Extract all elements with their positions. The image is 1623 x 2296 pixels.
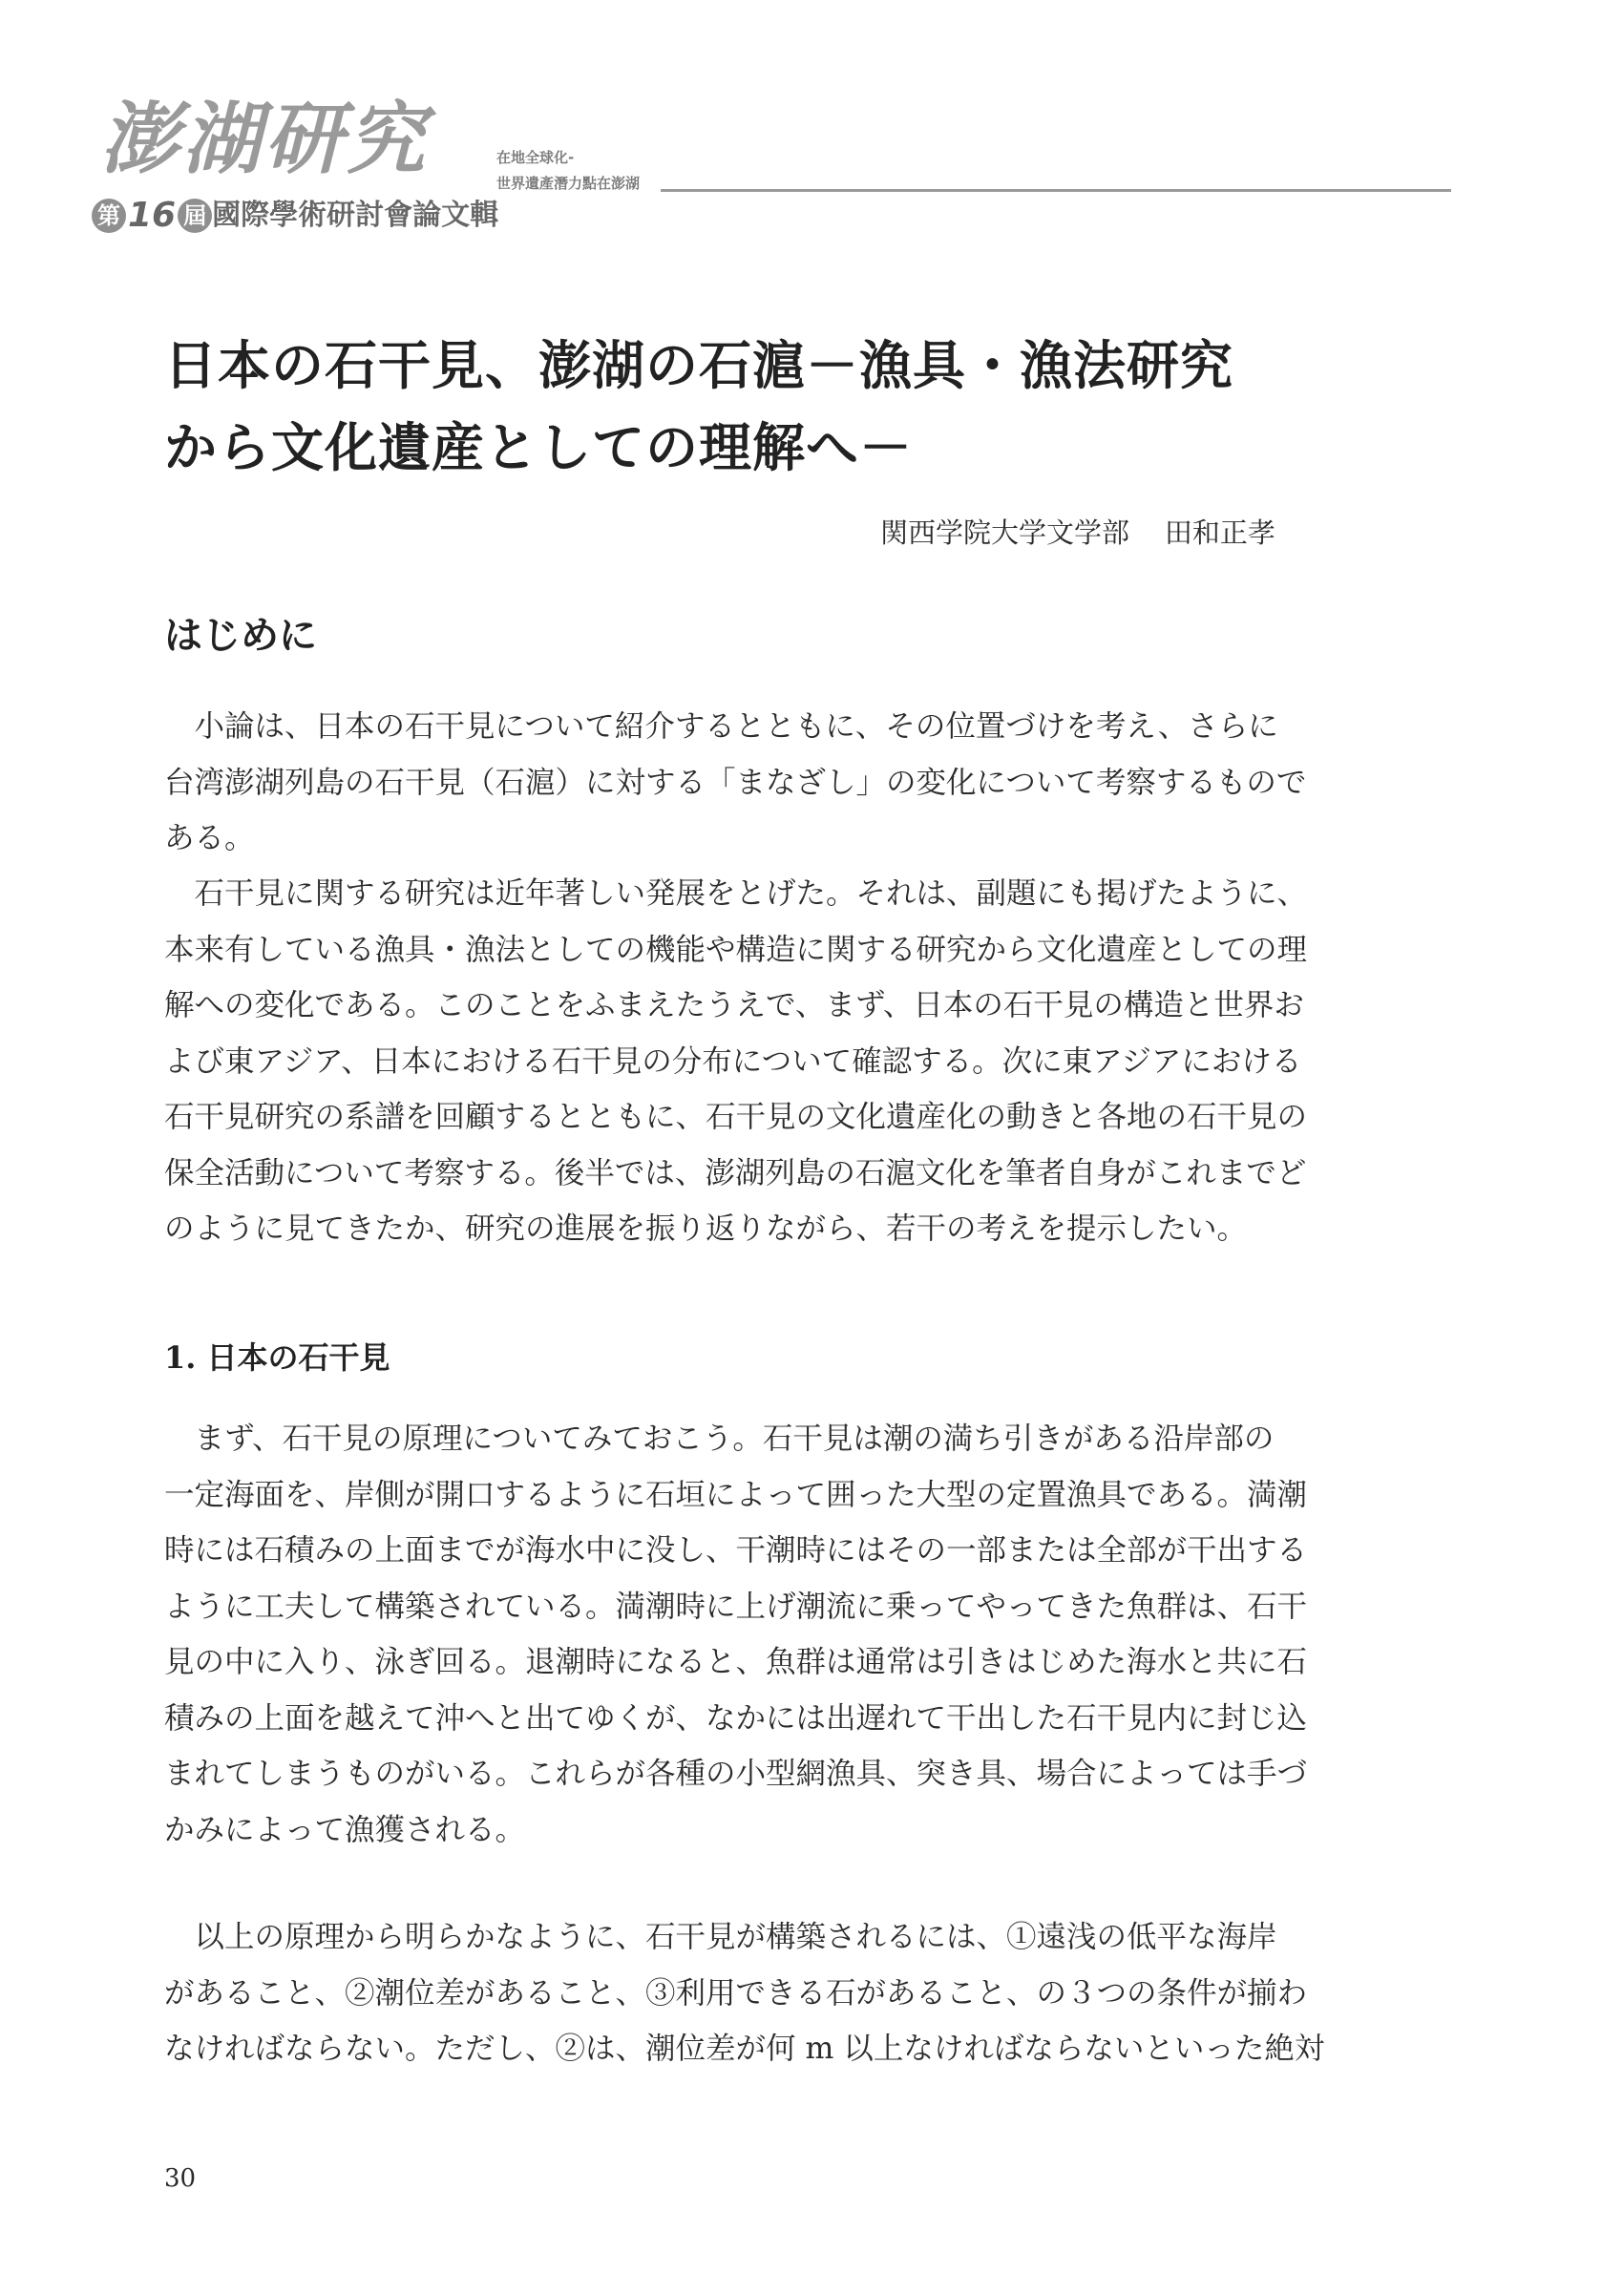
text-line: まれてしまうものがいる。これらが各種の小型網漁具、突き具、場合によっては手づ xyxy=(164,1757,1308,1791)
text-line: 時には石積みの上面までが海水中に没し、干潮時にはその一部または全部が干出する xyxy=(164,1533,1308,1568)
text-line: 本来有している漁具・漁法としての機能や構造に関する研究から文化遺産としての理 xyxy=(164,932,1308,967)
author-line xyxy=(880,514,1275,552)
text-line: 石干見研究の系譜を回顧するとともに、石干見の文化遺産化の動きと各地の石干見の xyxy=(164,1100,1308,1134)
text-line: 見の中に入り、泳ぎ回る。退潮時になると、魚群は通常は引きはじめた海水と共に石 xyxy=(164,1645,1308,1679)
edition-prefix-badge: 第 xyxy=(92,199,126,233)
text-line: のように見てきたか、研究の進展を振り返りながら、若干の考えを提示したい。 xyxy=(164,1211,1248,1246)
paper-title xyxy=(164,325,1444,489)
intro-heading: はじめに xyxy=(164,613,317,658)
intro-paragraph-1 xyxy=(164,699,1306,867)
conference-subtitle-line2: 世界遺產潛力點在澎湖 xyxy=(496,175,641,192)
text-line: ある。 xyxy=(164,821,255,855)
text-line: 以上の原理から明らかなように、石干見が構築されるには、①遠浅の低平な海岸 xyxy=(164,1920,1277,1954)
section-1-heading: 1. 日本の石干見 xyxy=(164,1339,390,1376)
text-line: ように工夫して構築されている。満潮時に上げ潮流に乗ってやってきた魚群は、石干 xyxy=(164,1589,1308,1624)
text-line: 小論は、日本の石干見について紹介するとともに、その位置づけを考え、さらに xyxy=(164,709,1278,744)
text-line: なければならない。ただし、②は、潮位差が何 m 以上なければならないといった絶対 xyxy=(164,2032,1325,2066)
journal-series-title xyxy=(92,196,499,235)
paper-title-line2: から文化遺産としての理解へ－ xyxy=(164,416,914,478)
series-title-text: 國際學術研討會論文輯 xyxy=(212,199,499,232)
text-line: 積みの上面を越えて沖へと出てゆくが、なかには出遅れて干出した石干見内に封じ込 xyxy=(164,1700,1308,1736)
author-name: 田和正孝 xyxy=(1164,516,1275,549)
text-line: かみによって漁獲される。 xyxy=(164,1812,526,1847)
section-1-paragraph-1 xyxy=(164,1411,1307,1858)
text-line: 一定海面を、岸側が開口するように石垣によって囲った大型の定置漁具である。満潮 xyxy=(164,1477,1308,1512)
text-line: 台湾澎湖列島の石干見（石滬）に対する「まなざし」の変化について考察するもので xyxy=(164,765,1307,800)
text-line: 保全活動について考察する。後半では、澎湖列島の石滬文化を筆者自身がこれまでど xyxy=(164,1155,1307,1190)
text-line: 石干見に関する研究は近年著しい発展をとげた。それは、副題にも掲げたように、 xyxy=(164,876,1308,911)
paper-title-line1: 日本の石干見、澎湖の石滬－漁具・漁法研究 xyxy=(164,334,1234,396)
text-line: 解への変化である。このことをふまえたうえで、まず、日本の石干見の構造と世界お xyxy=(164,988,1304,1022)
text-line: があること、②潮位差があること、③利用できる石があること、の３つの条件が揃わ xyxy=(164,1975,1308,2011)
author-affiliation: 関西学院大学文学部 xyxy=(880,516,1130,549)
conference-subtitle xyxy=(496,145,640,197)
text-line: よび東アジア、日本における石干見の分布について確認する。次に東アジアにおける xyxy=(164,1043,1302,1079)
header-divider xyxy=(661,189,1451,192)
journal-logo: 澎湖研究 xyxy=(100,94,429,185)
section-1-paragraph-2 xyxy=(164,1909,1324,2077)
conference-subtitle-line1: 在地全球化- xyxy=(496,149,575,166)
page-number: 30 xyxy=(164,2164,197,2193)
text-line: まず、石干見の原理についてみておこう。石干見は潮の満ち引きがある沿岸部の xyxy=(164,1422,1275,1456)
edition-number: 16 xyxy=(128,196,177,235)
edition-suffix-badge: 屆 xyxy=(178,199,212,233)
intro-paragraph-2 xyxy=(164,866,1307,1257)
